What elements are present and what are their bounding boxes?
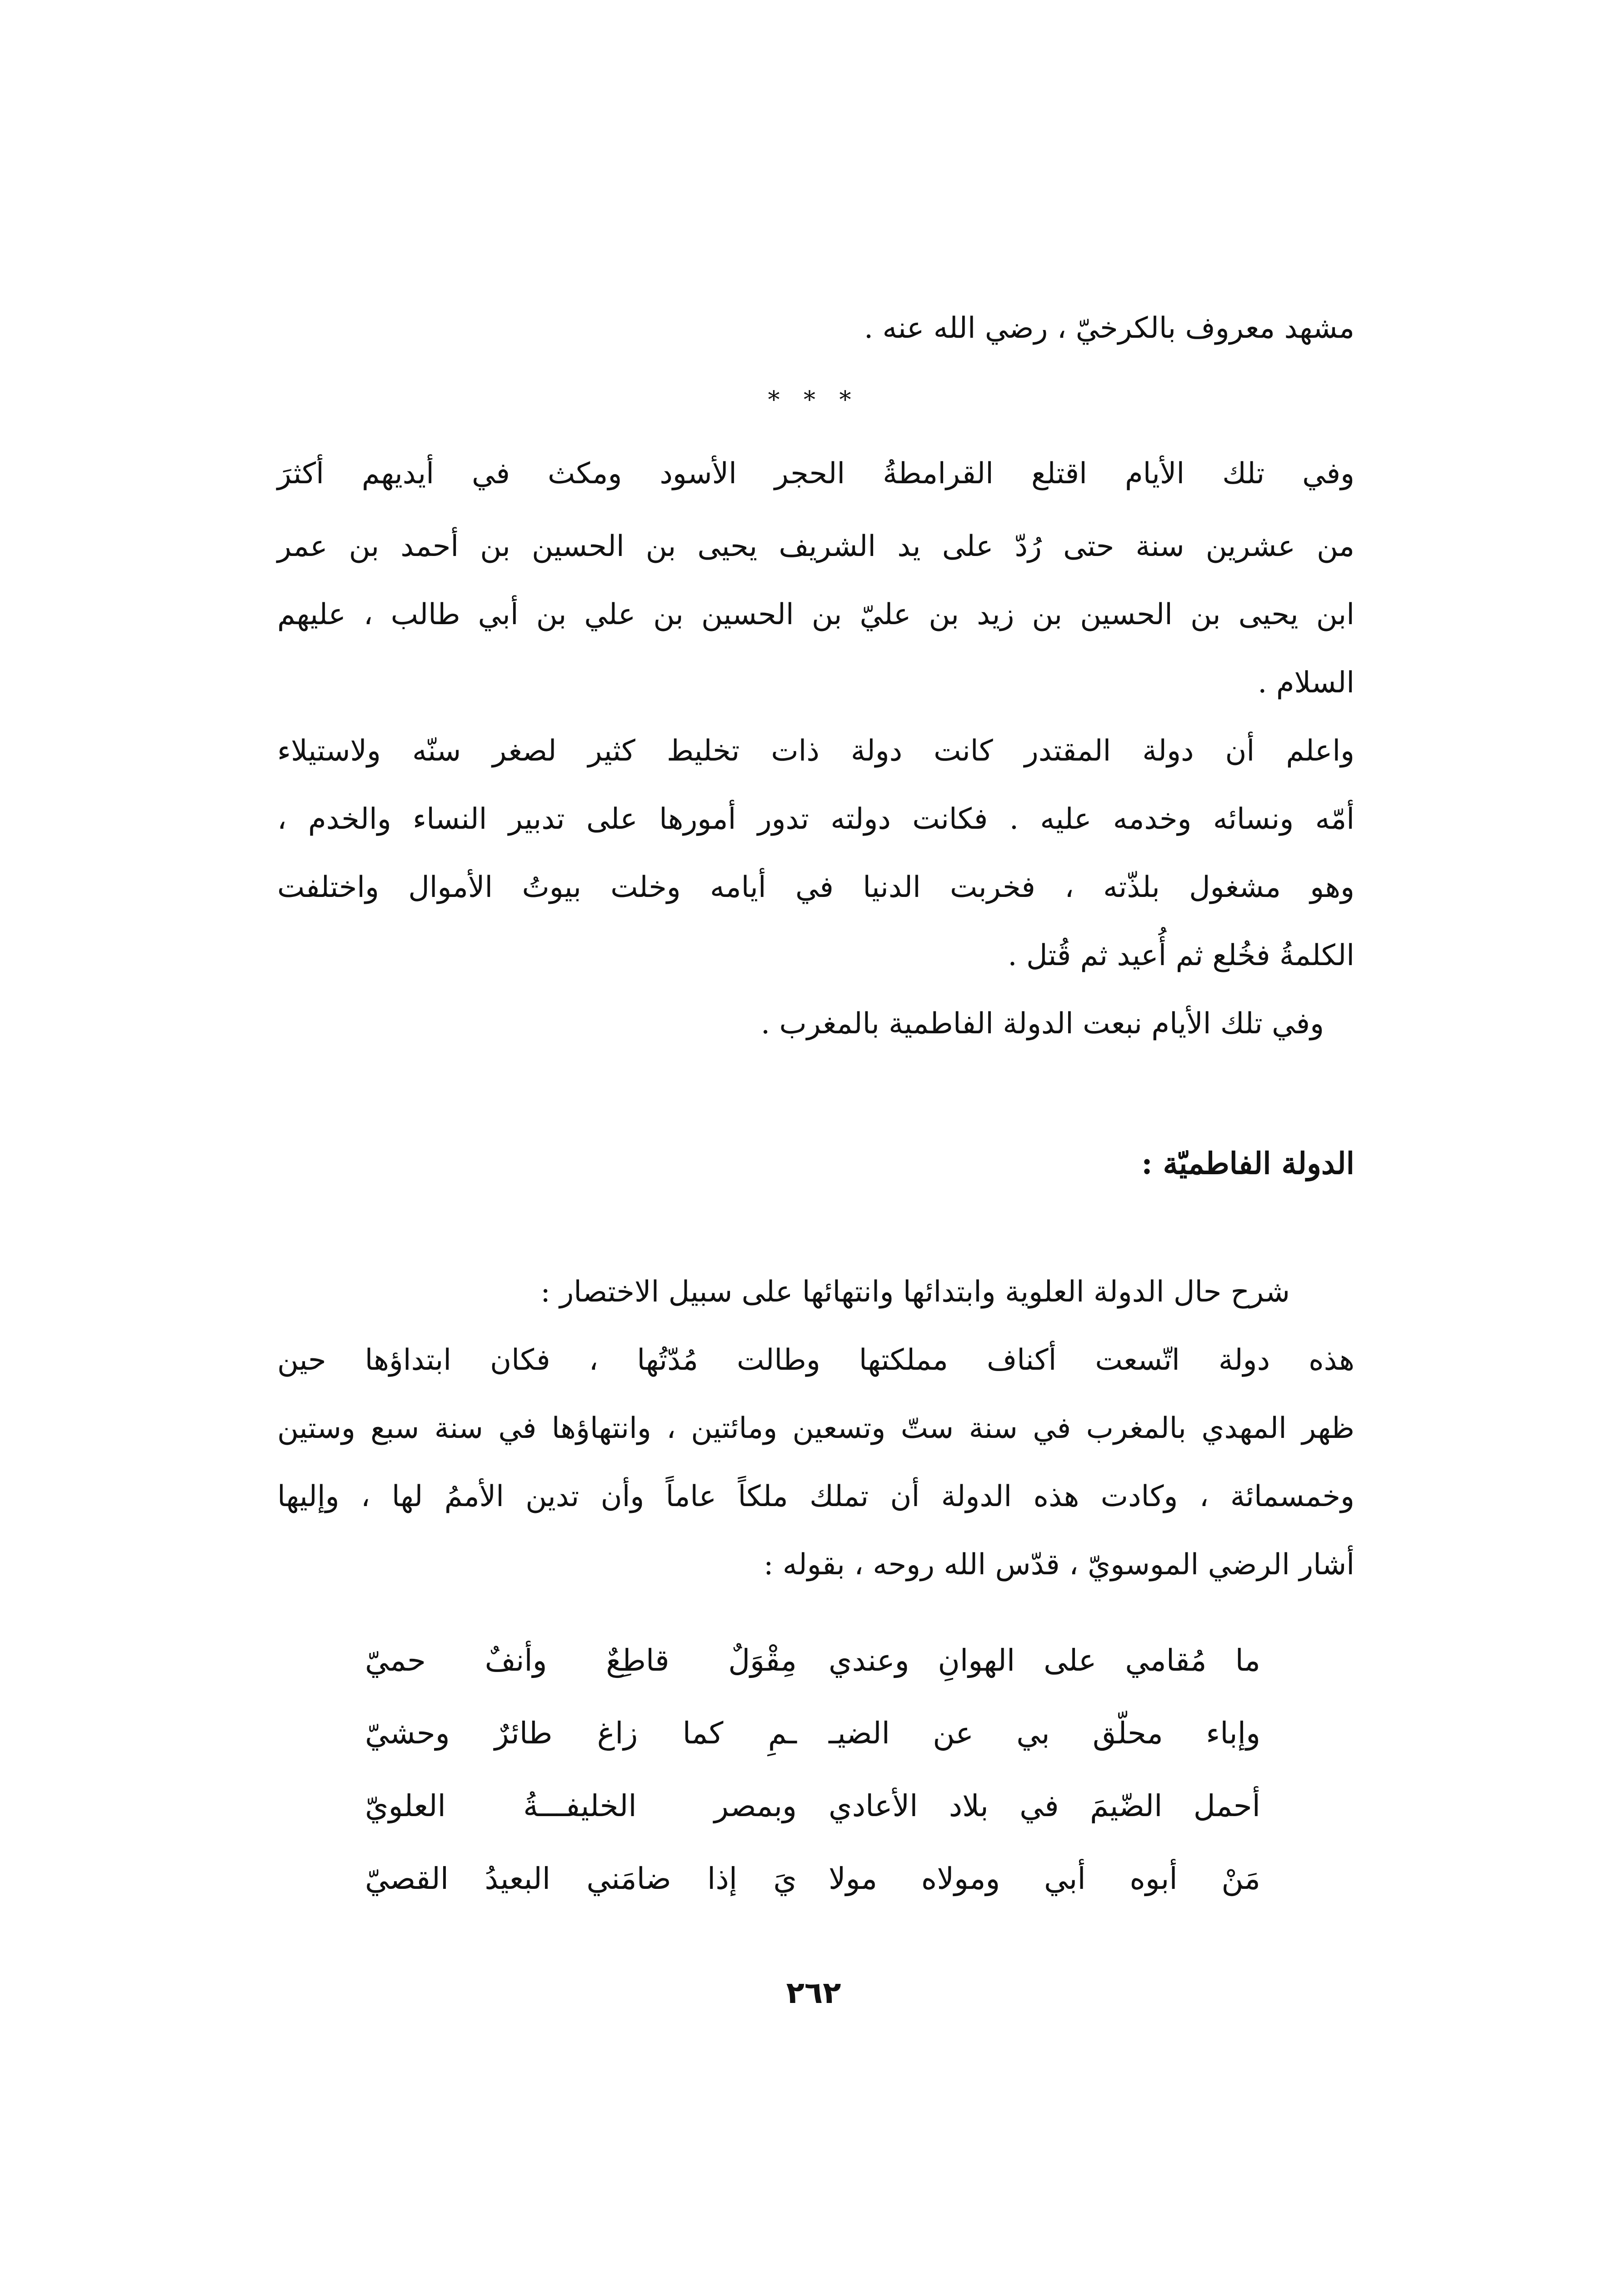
poem-hemistich-left: وبمصر الخليفـــةُ العلويّ bbox=[365, 1788, 797, 1823]
text-line: من عشرين سنة حتى رُدّ على يد الشريف يحيى بن الحسين بن أحمد بن عمر bbox=[277, 530, 1354, 563]
text-line: السلام . bbox=[1258, 666, 1354, 700]
poem-hemistich-right: ما مُقامي على الهوانِ وعندي bbox=[829, 1643, 1260, 1678]
text-line: أشار الرضي الموسويّ ، قدّس الله روحه ، بقوله : bbox=[763, 1548, 1354, 1582]
text-line: أمّه ونسائه وخدمه عليه . فكانت دولته تدور أمورها على تدبير النساء والخدم ، bbox=[277, 802, 1354, 836]
poem-hemistich-right: أحمل الضّيمَ في بلاد الأعادي bbox=[829, 1788, 1260, 1823]
text-line: ظهر المهدي بالمغرب في سنة ستّ وتسعين ومائتين ، وانتهاؤها في سنة سبع وستين bbox=[277, 1412, 1354, 1445]
section-heading: الدولة الفاطميّة : bbox=[1141, 1146, 1354, 1181]
text-line: الكلمةُ فخُلع ثم أُعيد ثم قُتل . bbox=[1008, 939, 1354, 972]
section-separator: * * * bbox=[768, 386, 859, 414]
poem-hemistich-left: ـمِ كما زاغ طائرٌ وحشيّ bbox=[365, 1716, 797, 1751]
poem-hemistich-right: مَنْ أبوه أبي ومولاه مولا bbox=[829, 1861, 1260, 1896]
text-line: هذه دولة اتّسعت أكناف مملكتها وطالت مُدّتُها ، فكان ابتداؤها حين bbox=[277, 1343, 1354, 1377]
text-line: مشهد معروف بالكرخيّ ، رضي الله عنه . bbox=[864, 311, 1354, 345]
text-line: ابن يحيى بن الحسين بن زيد بن عليّ بن الحسين بن علي بن أبي طالب ، عليهم bbox=[277, 598, 1354, 631]
text-line: وخمسمائة ، وكادت هذه الدولة أن تملك ملكاً عاماً وأن تدين الأممُ لها ، وإليها bbox=[277, 1480, 1355, 1513]
poem-hemistich-left: مِقْوَلٌ قاطِعٌ وأنفٌ حميّ bbox=[365, 1643, 797, 1678]
poem-hemistich-left: يَ إذا ضامَني البعيدُ القصيّ bbox=[365, 1861, 797, 1896]
text-line: وفي تلك الأيام اقتلع القرامطةُ الحجر الأسود ومكث في أيديهم أكثرَ bbox=[277, 457, 1355, 491]
text-line: شرح حال الدولة العلوية وابتدائها وانتهائها على سبيل الاختصار : bbox=[540, 1275, 1290, 1309]
text-line: واعلم أن دولة المقتدر كانت دولة ذات تخليط كثير لصغر سنّه ولاستيلاء bbox=[277, 734, 1354, 768]
page-number: ٢٦٢ bbox=[786, 1975, 841, 2010]
text-line: وهو مشغول بلذّته ، فخربت الدنيا في أيامه وخلت بيوتُ الأموال واختلفت bbox=[277, 871, 1355, 904]
poem-hemistich-right: وإباء محلّق بي عن الضيـ bbox=[829, 1716, 1260, 1751]
text-line: وفي تلك الأيام نبعت الدولة الفاطمية بالمغرب . bbox=[760, 1007, 1324, 1041]
